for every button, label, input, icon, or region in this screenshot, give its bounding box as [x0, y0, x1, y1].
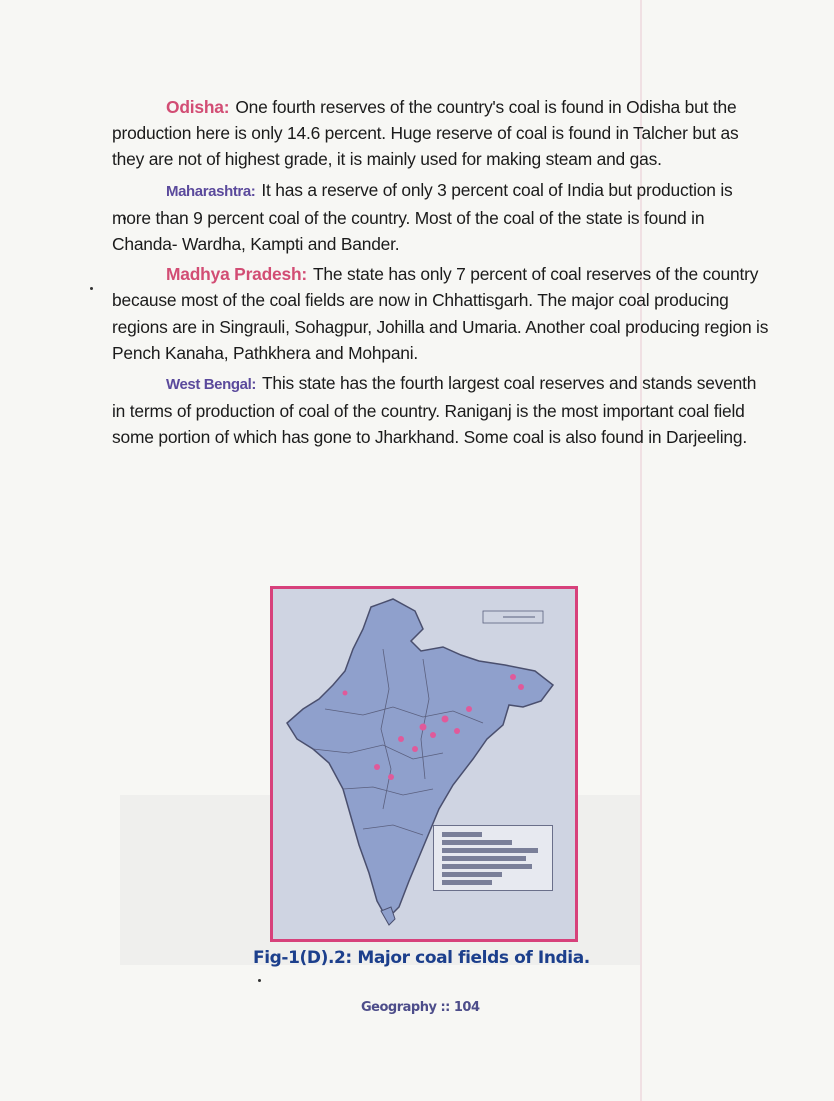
legend-entry [442, 848, 538, 853]
heading-maharashtra: Maharashtra: [166, 182, 256, 200]
figure-caption: Fig-1(D).2: Major coal fields of India. [253, 948, 590, 968]
page-footer: Geography :: 104 [361, 1000, 480, 1015]
paragraph-text: It has a reserve of only 3 percent coal of India but production is more than 9 percent coal of the country. Most of the coal of the state is found in Chanda- Wardha, Kampti and Bander. [112, 179, 733, 255]
map-frame [270, 586, 578, 942]
legend-entry [442, 864, 532, 869]
scan-speck [258, 979, 261, 982]
body-text [112, 94, 772, 455]
legend-entry [442, 856, 526, 861]
heading-madhya-pradesh: Madhya Pradesh: [166, 264, 307, 285]
legend-entry [442, 840, 512, 845]
scan-speck [90, 287, 93, 290]
paragraph-odisha [112, 94, 772, 173]
paragraph-text: One fourth reserves of the country's coal is found in Odisha but the production here is only 14.6 percent. Huge reserve of coal is found in Talcher but as they are not of highest grade, it is mainly used for making steam and gas. [112, 97, 739, 170]
paragraph-maharashtra [112, 177, 772, 258]
paragraph-madhya-pradesh [112, 261, 772, 366]
paragraph-west-bengal [112, 370, 772, 451]
legend-entry [442, 872, 502, 877]
figure [270, 586, 580, 946]
legend-entry [442, 832, 482, 837]
paragraph-text: This state has the fourth largest coal reserves and stands seventh in terms of production of coal of the country. Raniganj is the most important coal field some portion of which has gone to Jharkhand. Some coal is also found in Darjeeling. [112, 373, 757, 448]
legend-entry [442, 880, 492, 885]
map-legend [433, 825, 553, 891]
paragraph-text: The state has only 7 percent of coal reserves of the country because most of the coal fields are now in Chhattisgarh. The major coal producing regions are in Singrauli, Sohagpur, Johilla and Umaria. Another coal producing region is Pench Kanaha, Pathkhera and Mohpani. [112, 264, 769, 363]
heading-odisha: Odisha: [166, 97, 230, 117]
heading-west-bengal: West Bengal: [166, 376, 256, 394]
